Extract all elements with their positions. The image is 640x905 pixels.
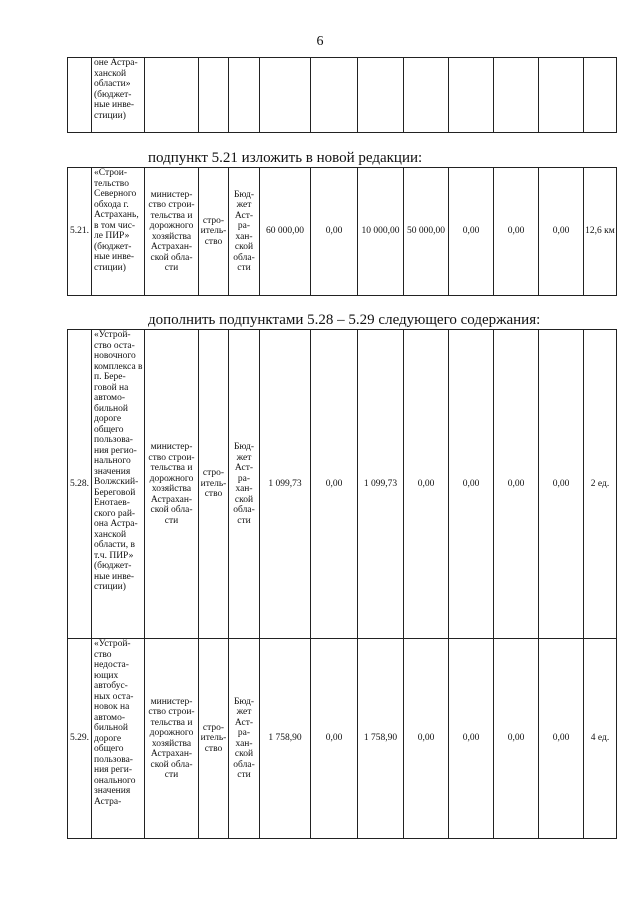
table-5-28-5-29 <box>67 329 617 839</box>
cell-num: 5.21. <box>68 168 92 296</box>
cell-source: Бюд-жет Аст-ра-хан-ской обла-сти <box>229 330 260 639</box>
cell-v5: 0,00 <box>449 639 494 839</box>
cell-type: стро-итель-ство <box>199 639 229 839</box>
cell-executor: министер-ство строи-тельства и дорожного хозяйства Астрахан-ской обла-сти <box>145 330 199 639</box>
cell-num <box>68 58 92 133</box>
cell-result: 12,6 км <box>584 168 617 296</box>
cell-v3: 1 758,90 <box>358 639 404 839</box>
page-number: 6 <box>316 34 324 49</box>
cell-v1: 1 099,73 <box>260 330 311 639</box>
cell-v6: 0,00 <box>494 330 539 639</box>
cell-result: 2 ед. <box>584 330 617 639</box>
cell-name: «Строи-тельство Северного обхода г. Астрахань, в том чис-ле ПИР» (бюджет-ные инве-стиции) <box>92 168 145 296</box>
cell-v4: 50 000,00 <box>404 168 449 296</box>
cell-source: Бюд-жет Аст-ра-хан-ской обла-сти <box>229 639 260 839</box>
instruction-5-28-5-29: дополнить подпунктами 5.28 – 5.29 следующего содержания: <box>148 312 541 328</box>
cell-v3: 1 099,73 <box>358 330 404 639</box>
cell-v4 <box>404 58 449 133</box>
cell-v6: 0,00 <box>494 168 539 296</box>
cell-result: 4 ед. <box>584 639 617 839</box>
cell-v7: 0,00 <box>539 168 584 296</box>
cell-v1 <box>260 58 311 133</box>
cell-v4: 0,00 <box>404 330 449 639</box>
cell-executor: министер-ство строи-тельства и дорожного хозяйства Астрахан-ской обла-сти <box>145 168 199 296</box>
cell-v2: 0,00 <box>311 168 358 296</box>
table-row <box>68 58 617 133</box>
cell-type: стро-итель-ство <box>199 168 229 296</box>
table-5-21 <box>67 167 617 296</box>
cell-executor: министер-ство строи-тельства и дорожного хозяйства Астрахан-ской обла-сти <box>145 639 199 839</box>
cell-v7: 0,00 <box>539 330 584 639</box>
cell-num: 5.29. <box>68 639 92 839</box>
cell-v5: 0,00 <box>449 168 494 296</box>
cell-name: оне Астра-ханской области» (бюджет-ные инве-стиции) <box>92 58 145 133</box>
cell-v6 <box>494 58 539 133</box>
cell-v1: 1 758,90 <box>260 639 311 839</box>
cell-type: стро-итель-ство <box>199 330 229 639</box>
cell-v1: 60 000,00 <box>260 168 311 296</box>
cell-v2: 0,00 <box>311 330 358 639</box>
cell-type <box>199 58 229 133</box>
cell-name: «Устрой-ство оста-новочного комплекса в п. Бере-говой на автомо-бильной дороге общего пользова-ния регио-нального значения Волжский-Береговой Енотаев-ского рай-она Астра-ханской области, в т.ч. ПИР» (бюджет-ные инве-стиции) <box>92 330 145 639</box>
cell-v2: 0,00 <box>311 639 358 839</box>
cell-name: «Устрой-ство недоста-ющих автобус-ных оста-новок на автомо-бильной дороге общего пользова-ния реги-онального значения Астра- <box>92 639 145 839</box>
cell-v5 <box>449 58 494 133</box>
cell-source <box>229 58 260 133</box>
cell-result <box>584 58 617 133</box>
cell-source: Бюд-жет Аст-ра-хан-ской обла-сти <box>229 168 260 296</box>
cell-num: 5.28. <box>68 330 92 639</box>
cell-v3 <box>358 58 404 133</box>
cell-executor <box>145 58 199 133</box>
cell-v7: 0,00 <box>539 639 584 839</box>
cell-v2 <box>311 58 358 133</box>
table-row <box>68 330 617 639</box>
cell-v4: 0,00 <box>404 639 449 839</box>
cell-v3: 10 000,00 <box>358 168 404 296</box>
cell-v5: 0,00 <box>449 330 494 639</box>
cell-v7 <box>539 58 584 133</box>
instruction-5-21: подпункт 5.21 изложить в новой редакции: <box>148 150 423 166</box>
cell-v6: 0,00 <box>494 639 539 839</box>
table-continuation <box>67 57 617 133</box>
table-row <box>68 168 617 296</box>
table-row <box>68 639 617 839</box>
